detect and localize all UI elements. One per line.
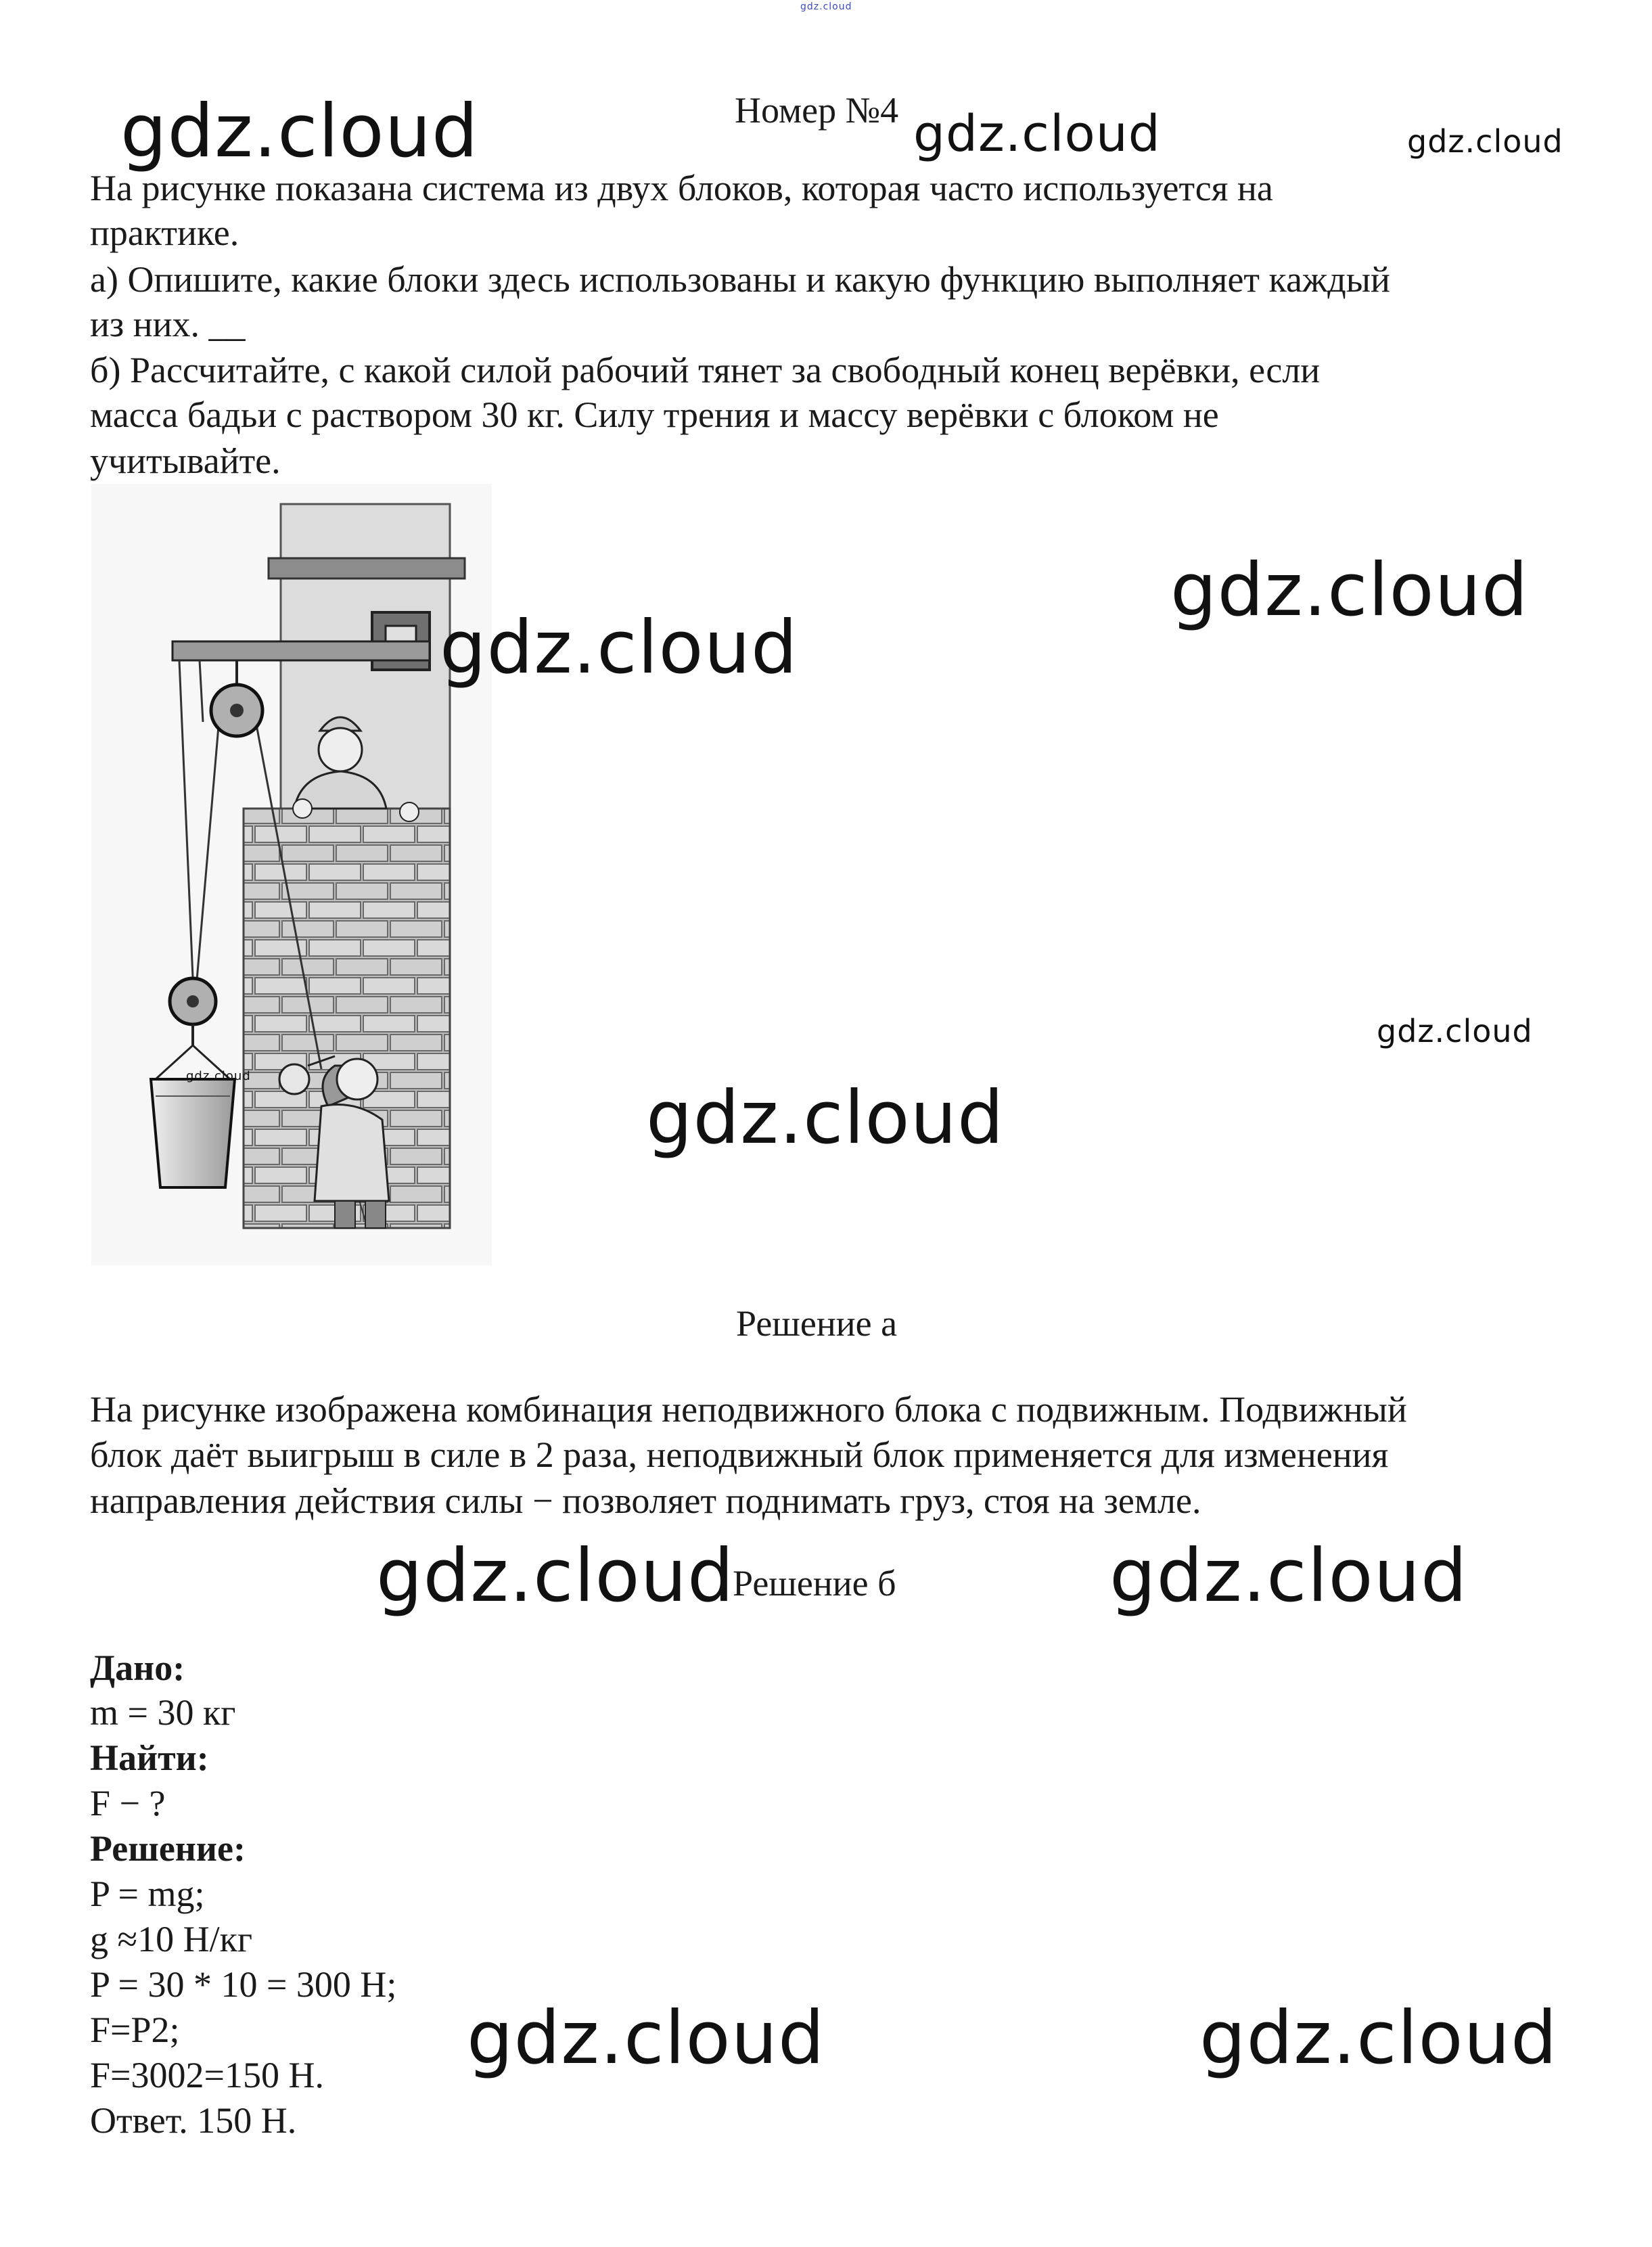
solution-a-line: блок даёт выигрыш в силе в 2 раза, неподвижный блок применяется для изменения <box>90 1434 1389 1475</box>
task-line: учитывайте. <box>90 440 281 481</box>
solution-a-line: направления действия силы − позволяет поднимать груз, стоя на земле. <box>90 1480 1201 1521</box>
task-line: На рисунке показана система из двух блоков, которая часто используется на <box>90 168 1273 208</box>
task-line: б) Рассчитайте, с какой силой рабочий тянет за свободный конец верёвки, если <box>90 350 1321 390</box>
watermark: gdz.cloud <box>1377 1013 1533 1049</box>
watermark: gdz.cloud <box>120 89 479 174</box>
solution-a-line: На рисунке изображена комбинация неподвижного блока с подвижным. Подвижный <box>90 1389 1407 1430</box>
cornice <box>269 558 465 578</box>
answer: Ответ. 150 Н. <box>90 2100 297 2141</box>
solution-step: g ≈10 Н/кг <box>90 1919 253 1959</box>
solution-a-heading: Решение а <box>736 1303 898 1344</box>
solution-step: P = mg; <box>90 1874 205 1914</box>
watermark: gdz.cloud <box>913 105 1161 163</box>
solution-step: P = 30 * 10 = 300 Н; <box>90 1964 397 2005</box>
watermark: gdz.cloud <box>467 1996 825 2081</box>
watermark: gdz.cloud <box>1170 548 1529 633</box>
watermark: gdz.cloud <box>440 606 798 690</box>
pulley-system-illustration <box>91 484 492 1265</box>
page-title: Номер №4 <box>735 90 899 131</box>
solution-step: F=3002=150 Н. <box>90 2055 324 2095</box>
given-label: Дано: <box>90 1648 185 1688</box>
task-line: а) Опишите, какие блоки здесь использованы и какую функцию выполняет каждый <box>90 259 1390 300</box>
solution-step: F=P2; <box>90 2010 180 2050</box>
find-value: F − ? <box>90 1783 166 1823</box>
beam <box>173 641 430 660</box>
task-line: практике. <box>90 212 239 253</box>
solution-label: Решение: <box>90 1828 246 1869</box>
find-label: Найти: <box>90 1738 209 1778</box>
watermark: gdz.cloud <box>646 1076 1005 1160</box>
figure-watermark: gdz.cloud <box>186 1069 251 1083</box>
given-value: m = 30 кг <box>90 1692 236 1733</box>
watermark: gdz.cloud <box>1407 123 1563 160</box>
watermark: gdz.cloud <box>1109 1534 1468 1618</box>
task-line: масса бадьи с раствором 30 кг. Силу трения и массу верёвки с блоком не <box>90 394 1219 435</box>
header-watermark: gdz.cloud <box>800 1 852 12</box>
watermark: gdz.cloud <box>376 1534 735 1618</box>
solution-b-heading: Решение б <box>733 1563 896 1604</box>
task-line: из них. __ <box>90 304 246 344</box>
watermark: gdz.cloud <box>1199 1996 1558 2081</box>
